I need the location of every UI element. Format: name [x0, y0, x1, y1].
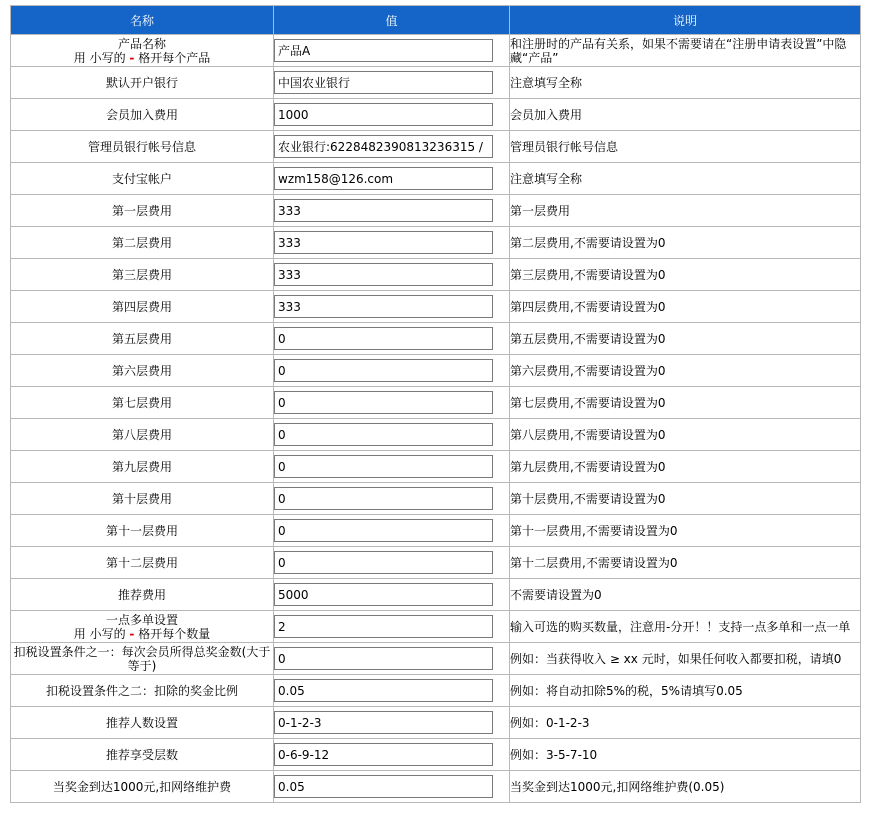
setting-name-cell — [11, 643, 274, 675]
setting-description: 第十一层费用,不需要请设置为0 — [510, 515, 861, 547]
setting-value-cell — [274, 355, 510, 387]
setting-description: 例如：3-5-7-10 — [510, 739, 861, 771]
setting-value-cell — [274, 131, 510, 163]
setting-label: 支付宝帐户 — [111, 171, 172, 186]
table-row — [11, 739, 861, 771]
setting-name-cell — [11, 355, 274, 387]
setting-value-cell — [274, 643, 510, 675]
setting-value-cell — [274, 707, 510, 739]
setting-description: 当奖金到达1000元,扣网络维护费(0.05) — [510, 771, 861, 803]
setting-name-cell — [11, 163, 274, 195]
level-11-fee-input[interactable] — [274, 519, 493, 542]
setting-description: 第十层费用,不需要请设置为0 — [510, 483, 861, 515]
setting-label: 第五层费用 — [111, 331, 172, 346]
setting-hint-separator: - — [129, 626, 135, 641]
setting-label: 第一层费用 — [111, 203, 172, 218]
product-name-input[interactable] — [274, 39, 493, 62]
admin-bank-account-input[interactable] — [274, 135, 493, 158]
setting-name-cell — [11, 99, 274, 131]
setting-value-cell — [274, 451, 510, 483]
setting-name-cell — [11, 611, 274, 643]
setting-value-cell — [274, 675, 510, 707]
setting-value-cell — [274, 227, 510, 259]
table-row — [11, 771, 861, 803]
setting-name-cell — [11, 547, 274, 579]
setting-value-cell — [274, 163, 510, 195]
table-row — [11, 99, 861, 131]
table-row — [11, 483, 861, 515]
setting-value-cell — [274, 323, 510, 355]
table-row — [11, 419, 861, 451]
setting-description: 例如：0-1-2-3 — [510, 707, 861, 739]
multi-order-input[interactable] — [274, 615, 493, 638]
setting-value-cell — [274, 99, 510, 131]
setting-label: 推荐享受层数 — [105, 747, 178, 762]
table-row — [11, 67, 861, 99]
setting-label: 当奖金到达1000元,扣网络维护费 — [52, 779, 232, 794]
tax-condition-1-input[interactable] — [274, 647, 493, 670]
setting-value-cell — [274, 515, 510, 547]
setting-value-cell — [274, 483, 510, 515]
setting-name-cell — [11, 515, 274, 547]
level-6-fee-input[interactable] — [274, 359, 493, 382]
setting-label: 一点多单设置 — [105, 612, 178, 627]
setting-description: 第一层费用 — [510, 195, 861, 227]
setting-name-cell — [11, 451, 274, 483]
level-12-fee-input[interactable] — [274, 551, 493, 574]
table-row — [11, 707, 861, 739]
setting-name-cell — [11, 35, 274, 67]
table-row — [11, 291, 861, 323]
setting-description: 例如：将自动扣除5%的税，5%请填写0.05 — [510, 675, 861, 707]
setting-label: 推荐人数设置 — [105, 715, 178, 730]
table-row — [11, 227, 861, 259]
setting-value-cell — [274, 291, 510, 323]
maintenance-fee-input[interactable] — [274, 775, 493, 798]
table-row — [11, 611, 861, 643]
level-4-fee-input[interactable] — [274, 295, 493, 318]
table-row — [11, 387, 861, 419]
setting-name-cell — [11, 291, 274, 323]
setting-name-cell — [11, 227, 274, 259]
level-10-fee-input[interactable] — [274, 487, 493, 510]
setting-name-cell — [11, 387, 274, 419]
setting-label: 产品名称 — [117, 36, 166, 51]
setting-name-cell — [11, 67, 274, 99]
column-header-description: 说明 — [510, 6, 861, 35]
setting-name-cell — [11, 195, 274, 227]
setting-hint-prefix: 用 小写的 — [73, 626, 126, 641]
table-row — [11, 323, 861, 355]
setting-hint-prefix: 用 小写的 — [73, 50, 126, 65]
table-row — [11, 131, 861, 163]
setting-description: 第七层费用,不需要请设置为0 — [510, 387, 861, 419]
setting-hint-suffix: 格开每个产品 — [138, 50, 211, 65]
setting-label: 第十层费用 — [111, 491, 172, 506]
setting-name-cell — [11, 675, 274, 707]
setting-description: 第二层费用,不需要请设置为0 — [510, 227, 861, 259]
setting-name-cell — [11, 771, 274, 803]
table-row — [11, 547, 861, 579]
setting-description: 第十二层费用,不需要请设置为0 — [510, 547, 861, 579]
referral-fee-input[interactable] — [274, 583, 493, 606]
alipay-account-input[interactable] — [274, 167, 493, 190]
setting-description: 注意填写全称 — [510, 163, 861, 195]
setting-description: 第六层费用,不需要请设置为0 — [510, 355, 861, 387]
setting-name-cell — [11, 131, 274, 163]
setting-value-cell — [274, 419, 510, 451]
setting-value-cell — [274, 195, 510, 227]
setting-label: 第四层费用 — [111, 299, 172, 314]
table-row — [11, 579, 861, 611]
setting-description: 第四层费用,不需要请设置为0 — [510, 291, 861, 323]
setting-name-cell — [11, 579, 274, 611]
setting-label: 推荐费用 — [117, 587, 166, 602]
member-fee-input[interactable] — [274, 103, 493, 126]
setting-label: 默认开户银行 — [105, 75, 178, 90]
setting-description: 注意填写全称 — [510, 67, 861, 99]
setting-name-cell — [11, 419, 274, 451]
setting-name-cell — [11, 707, 274, 739]
setting-label: 第七层费用 — [111, 395, 172, 410]
setting-description: 第八层费用,不需要请设置为0 — [510, 419, 861, 451]
setting-description: 和注册时的产品有关系，如果不需要请在“注册申请表设置”中隐藏“产品” — [510, 35, 861, 67]
setting-label: 第十一层费用 — [105, 523, 178, 538]
column-header-name: 名称 — [11, 6, 274, 35]
table-header-row — [11, 6, 861, 35]
setting-name-cell — [11, 259, 274, 291]
setting-hint-separator: - — [129, 50, 135, 65]
setting-label: 第九层费用 — [111, 459, 172, 474]
tax-condition-2-input[interactable] — [274, 679, 493, 702]
setting-label: 扣税设置条件之一：每次会员所得总奖金数(大于等于) — [13, 644, 271, 673]
column-header-value: 值 — [274, 6, 510, 35]
setting-description: 会员加入费用 — [510, 99, 861, 131]
setting-value-cell — [274, 771, 510, 803]
setting-description: 例如：当获得收入 ≥ xx 元时，如果任何收入都要扣税，请填0 — [510, 643, 861, 675]
setting-label: 第二层费用 — [111, 235, 172, 250]
setting-label: 第六层费用 — [111, 363, 172, 378]
setting-value-cell — [274, 611, 510, 643]
table-row — [11, 675, 861, 707]
table-row — [11, 451, 861, 483]
table-row — [11, 163, 861, 195]
setting-value-cell — [274, 739, 510, 771]
level-8-fee-input[interactable] — [274, 423, 493, 446]
setting-value-cell — [274, 387, 510, 419]
setting-description: 输入可选的购买数量，注意用-分开！！支持一点多单和一点一单 — [510, 611, 861, 643]
setting-label: 管理员银行帐号信息 — [87, 139, 196, 154]
level-7-fee-input[interactable] — [274, 391, 493, 414]
setting-description: 第九层费用,不需要请设置为0 — [510, 451, 861, 483]
settings-table — [10, 5, 861, 803]
setting-description: 第五层费用,不需要请设置为0 — [510, 323, 861, 355]
level-2-fee-input[interactable] — [274, 231, 493, 254]
setting-hint — [11, 51, 273, 65]
setting-value-cell — [274, 579, 510, 611]
level-1-fee-input[interactable] — [274, 199, 493, 222]
level-5-fee-input[interactable] — [274, 327, 493, 350]
setting-label: 第八层费用 — [111, 427, 172, 442]
setting-value-cell — [274, 259, 510, 291]
setting-name-cell — [11, 739, 274, 771]
level-3-fee-input[interactable] — [274, 263, 493, 286]
setting-name-cell — [11, 483, 274, 515]
setting-label: 第十二层费用 — [105, 555, 178, 570]
referral-count-input[interactable] — [274, 711, 493, 734]
referral-levels-input[interactable] — [274, 743, 493, 766]
setting-name-cell — [11, 323, 274, 355]
setting-hint-suffix: 格开每个数量 — [138, 626, 211, 641]
setting-label: 扣税设置条件之二：扣除的奖金比例 — [45, 683, 238, 698]
default-bank-input[interactable] — [274, 71, 493, 94]
setting-value-cell — [274, 67, 510, 99]
table-row — [11, 515, 861, 547]
setting-description: 第三层费用,不需要请设置为0 — [510, 259, 861, 291]
setting-description: 不需要请设置为0 — [510, 579, 861, 611]
table-row — [11, 195, 861, 227]
setting-label: 会员加入费用 — [105, 107, 178, 122]
table-row — [11, 355, 861, 387]
settings-panel — [10, 5, 860, 803]
table-row — [11, 643, 861, 675]
table-row — [11, 259, 861, 291]
setting-description: 管理员银行帐号信息 — [510, 131, 861, 163]
settings-rows — [11, 35, 861, 803]
setting-value-cell — [274, 547, 510, 579]
setting-hint — [11, 627, 273, 641]
table-row — [11, 35, 861, 67]
level-9-fee-input[interactable] — [274, 455, 493, 478]
setting-value-cell — [274, 35, 510, 67]
setting-label: 第三层费用 — [111, 267, 172, 282]
